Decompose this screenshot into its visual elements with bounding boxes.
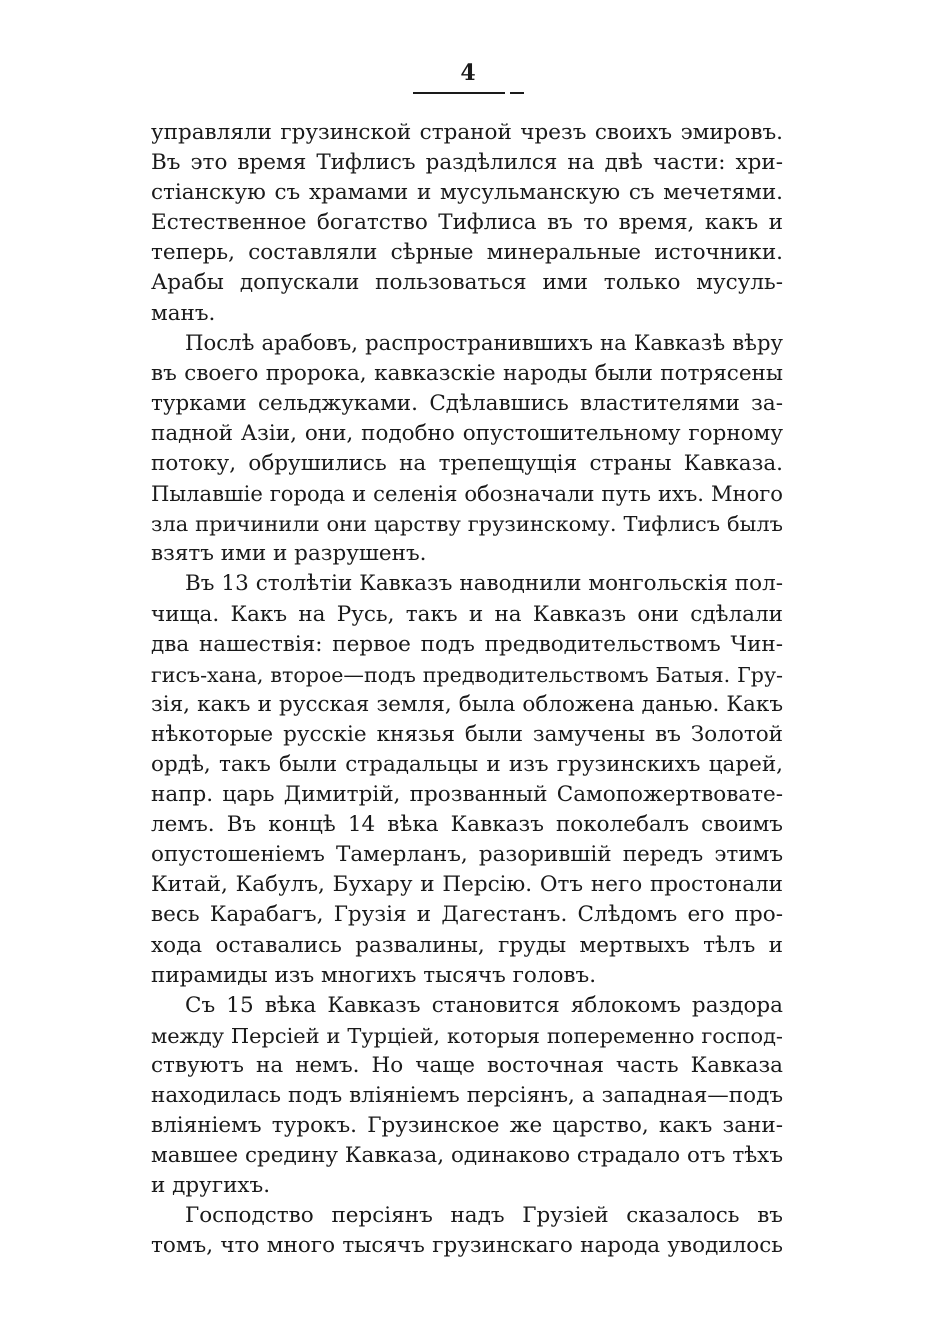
text-line: мавшее средину Кавказа, одинаково страдало отъ тѣхъ bbox=[151, 1143, 783, 1169]
text-line: взятъ ими и разрушенъ. bbox=[151, 541, 427, 567]
text-line: Въ это время Тифлисъ раздѣлился на двѣ части: хри- bbox=[151, 150, 783, 176]
header-rule-short bbox=[510, 92, 524, 94]
text-line: нѣкоторые русскіе князья были замучены въ Золотой bbox=[151, 721, 783, 747]
text-line: Въ 13 столѣтіи Кавказъ наводнили монгольскія пол- bbox=[185, 571, 783, 597]
text-line: томъ, что много тысячъ грузинскаго народа уводилось bbox=[151, 1233, 783, 1259]
text-line: манъ. bbox=[151, 300, 216, 326]
text-line: вліяніемъ турокъ. Грузинское же царство, какъ зани- bbox=[151, 1113, 783, 1139]
text-line: весь Карабагъ, Грузія и Дагестанъ. Слѣдомъ его про- bbox=[151, 902, 783, 928]
text-line: чища. Какъ на Русь, такъ и на Кавказъ они сдѣлали bbox=[151, 601, 783, 627]
text-line: и другихъ. bbox=[151, 1173, 271, 1199]
paragraph-3 bbox=[151, 569, 783, 990]
text-line: хода оставались развалины, груды мертвыхъ тѣлъ и bbox=[151, 932, 783, 958]
text-line: потоку, обрушились на трепещущія страны Кавказа. bbox=[151, 451, 783, 477]
text-line: два нашествія: первое подъ предводительствомъ Чин- bbox=[151, 631, 783, 657]
text-line: зія, какъ и русская земля, была обложена данью. Какъ bbox=[151, 691, 783, 717]
page-number: 4 bbox=[460, 60, 476, 86]
text-line: Китай, Кабулъ, Бухару и Персію. Отъ него простонали bbox=[151, 872, 783, 898]
text-line: находилась подъ вліяніемъ персіянъ, а западная—подъ bbox=[151, 1083, 783, 1108]
text-line: гисъ-хана, второе—подъ предводительствомъ Батыя. Гру- bbox=[151, 662, 783, 687]
text-line: ордѣ, такъ были страдальцы и изъ грузинскихъ царей, bbox=[151, 751, 783, 777]
paragraph-2 bbox=[151, 329, 783, 570]
text-line: Естественное богатство Тифлиса въ то время, какъ и bbox=[151, 210, 783, 236]
paragraph-1 bbox=[151, 118, 783, 329]
text-line: ствуютъ на немъ. Но чаще восточная часть Кавказа bbox=[151, 1052, 783, 1078]
text-line: зла причинили они царству грузинскому. Тифлисъ былъ bbox=[151, 512, 783, 537]
text-line: опустошеніемъ Тамерланъ, разорившій передъ этимъ bbox=[151, 842, 783, 868]
text-line: Арабы допускали пользоваться ими только мусуль- bbox=[151, 270, 783, 296]
text-line: между Персіей и Турціей, которыя попеременно господ- bbox=[151, 1023, 783, 1048]
text-line: теперь, составляли сѣрные минеральные источники. bbox=[151, 240, 783, 266]
text-line: Послѣ арабовъ, распространившихъ на Кавказѣ вѣру bbox=[185, 330, 783, 356]
text-line: пирамиды изъ многихъ тысячъ головъ. bbox=[151, 962, 597, 988]
text-line: падной Азіи, они, подобно опустошительному горному bbox=[151, 420, 783, 446]
body-text bbox=[151, 118, 783, 1262]
header-rule bbox=[413, 92, 505, 94]
text-line: Пылавшіе города и селенія обозначали путь ихъ. Много bbox=[151, 481, 783, 507]
text-line: Господство персіянъ надъ Грузіей сказалось въ bbox=[185, 1203, 783, 1229]
text-line: лемъ. Въ концѣ 14 вѣка Кавказъ поколебалъ своимъ bbox=[151, 812, 783, 838]
paragraph-4 bbox=[151, 991, 783, 1202]
text-line: стіанскую съ храмами и мусульманскую съ мечетями. bbox=[151, 180, 783, 206]
text-line: напр. царь Димитрій, прозванный Самопожертвовате- bbox=[151, 782, 783, 808]
text-line: управляли грузинской страной чрезъ своихъ эмировъ. bbox=[151, 120, 783, 145]
text-line: въ своего пророка, кавказскіе народы были потрясены bbox=[151, 360, 783, 386]
text-line: турками сельджуками. Сдѣлавшись властителями за- bbox=[151, 390, 783, 416]
text-line: Съ 15 вѣка Кавказъ становится яблокомъ раздора bbox=[185, 992, 783, 1018]
paragraph-5 bbox=[151, 1201, 783, 1261]
